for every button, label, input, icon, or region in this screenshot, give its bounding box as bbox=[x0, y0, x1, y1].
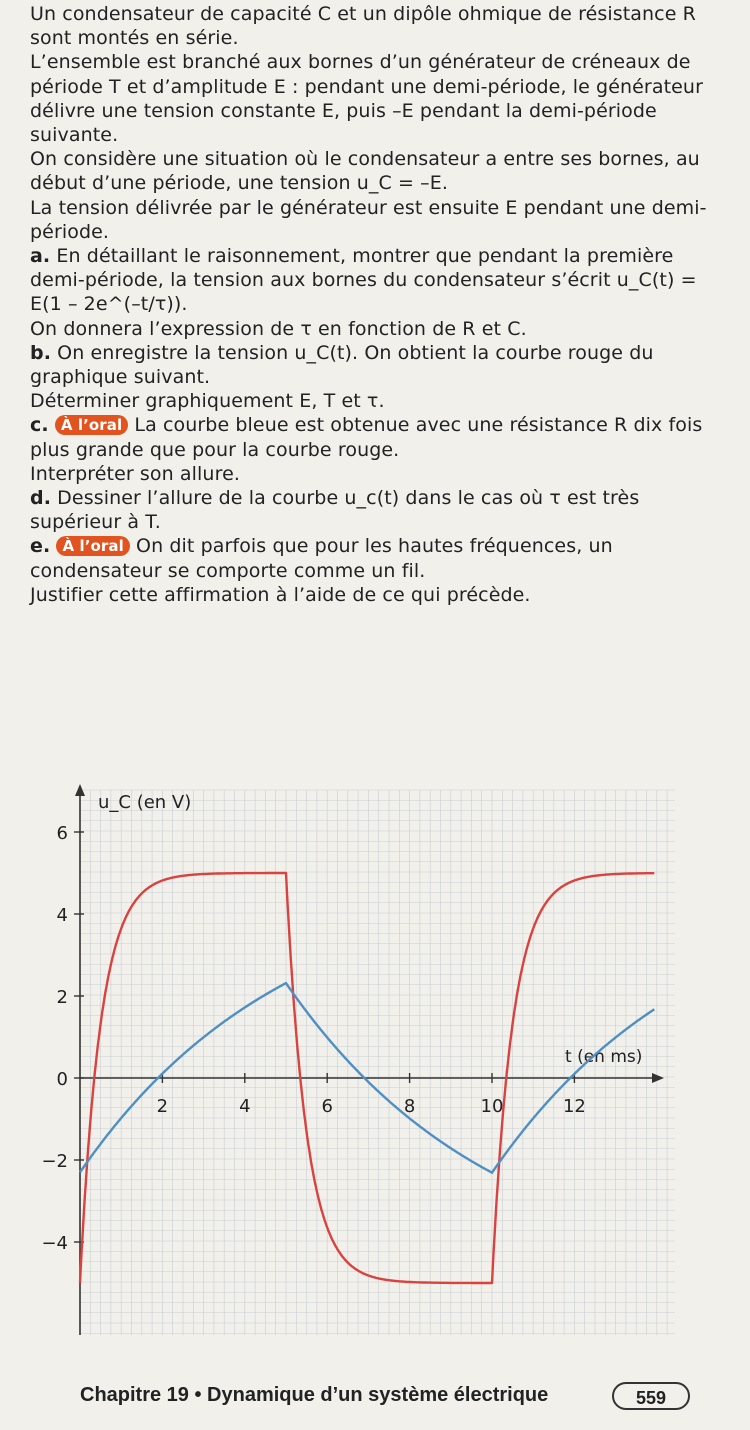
question-b bbox=[30, 341, 730, 389]
page-number: 559 bbox=[612, 1382, 690, 1410]
question-c-followup: Interpréter son allure. bbox=[30, 462, 241, 485]
capacitor-voltage-chart bbox=[0, 780, 750, 1350]
question-c-letter: c. bbox=[30, 414, 49, 437]
question-d bbox=[30, 486, 730, 534]
question-e-followup: Justifier cette affirmation à l’aide de ce qui précède. bbox=[30, 583, 531, 606]
intro-paragraph-1: Un condensateur de capacité C et un dipôle ohmique de résistance R sont montés en série. bbox=[30, 3, 696, 50]
question-c-text: La courbe bleue est obtenue avec une résistance R dix fois plus grande que pour la courbe rouge. bbox=[30, 414, 703, 461]
y-tick-label: −4 bbox=[41, 1233, 68, 1254]
x-tick-label: 10 bbox=[480, 1096, 504, 1117]
exercise-text bbox=[30, 2, 730, 607]
y-tick-label: 2 bbox=[56, 987, 68, 1008]
question-e-letter: e. bbox=[30, 535, 51, 558]
y-tick-label: 6 bbox=[56, 823, 68, 844]
question-d-letter: d. bbox=[30, 487, 52, 510]
x-tick-label: 4 bbox=[239, 1096, 251, 1117]
x-tick-label: 12 bbox=[562, 1096, 586, 1117]
chapter-title: Chapitre 19 • Dynamique d’un système électrique bbox=[80, 1384, 549, 1406]
x-tick-label: 6 bbox=[321, 1096, 333, 1117]
intro-paragraph-3: On considère une situation où le condensateur a entre ses bornes, au début d’une période, une tension u_C = –E. bbox=[30, 148, 700, 195]
y-axis-label: u_C (en V) bbox=[98, 792, 192, 813]
x-tick-label: 8 bbox=[403, 1096, 416, 1117]
question-e-text: On dit parfois que pour les hautes fréquences, un condensateur se comporte comme un fil. bbox=[30, 535, 613, 582]
oral-badge: À l’oral bbox=[56, 536, 129, 556]
question-a-text: En détaillant le raisonnement, montrer que pendant la première demi-période, la tension aux bornes du condensateur s’écrit u_C(t) = E(1 – 2e^(–t/τ)). bbox=[30, 245, 697, 316]
question-b-followup: Déterminer graphiquement E, T et τ. bbox=[30, 390, 385, 413]
y-tick-label: −2 bbox=[41, 1151, 68, 1172]
intro-paragraph-2: L’ensemble est branché aux bornes d’un générateur de créneaux de période T et d’amplitude E : pendant une demi-période, le générateur délivre une tension constante E, puis –E pendant la demi-période suivante. bbox=[30, 51, 703, 147]
question-a bbox=[30, 244, 730, 317]
page-footer bbox=[0, 1378, 750, 1418]
question-b-letter: b. bbox=[30, 341, 52, 364]
oral-badge: À l’oral bbox=[55, 415, 128, 435]
question-b-text: On enregistre la tension u_C(t). On obtient la courbe rouge du graphique suivant. bbox=[30, 341, 654, 389]
x-axis-arrow-icon bbox=[652, 1073, 664, 1083]
question-a-letter: a. bbox=[30, 245, 51, 268]
x-tick-label: 2 bbox=[156, 1096, 169, 1117]
question-d-text: Dessiner l’allure de la courbe u_c(t) dans le cas où τ est très supérieur à T. bbox=[30, 487, 640, 534]
question-e bbox=[30, 534, 730, 582]
x-axis-label: t (en ms) bbox=[565, 1047, 643, 1067]
question-a-followup: On donnera l’expression de τ en fonction de R et C. bbox=[30, 317, 527, 340]
intro-paragraph-4: La tension délivrée par le générateur est ensuite E pendant une demi-période. bbox=[30, 196, 707, 243]
y-tick-label: 0 bbox=[56, 1069, 68, 1090]
question-c bbox=[30, 413, 730, 461]
y-tick-label: 4 bbox=[56, 905, 68, 926]
